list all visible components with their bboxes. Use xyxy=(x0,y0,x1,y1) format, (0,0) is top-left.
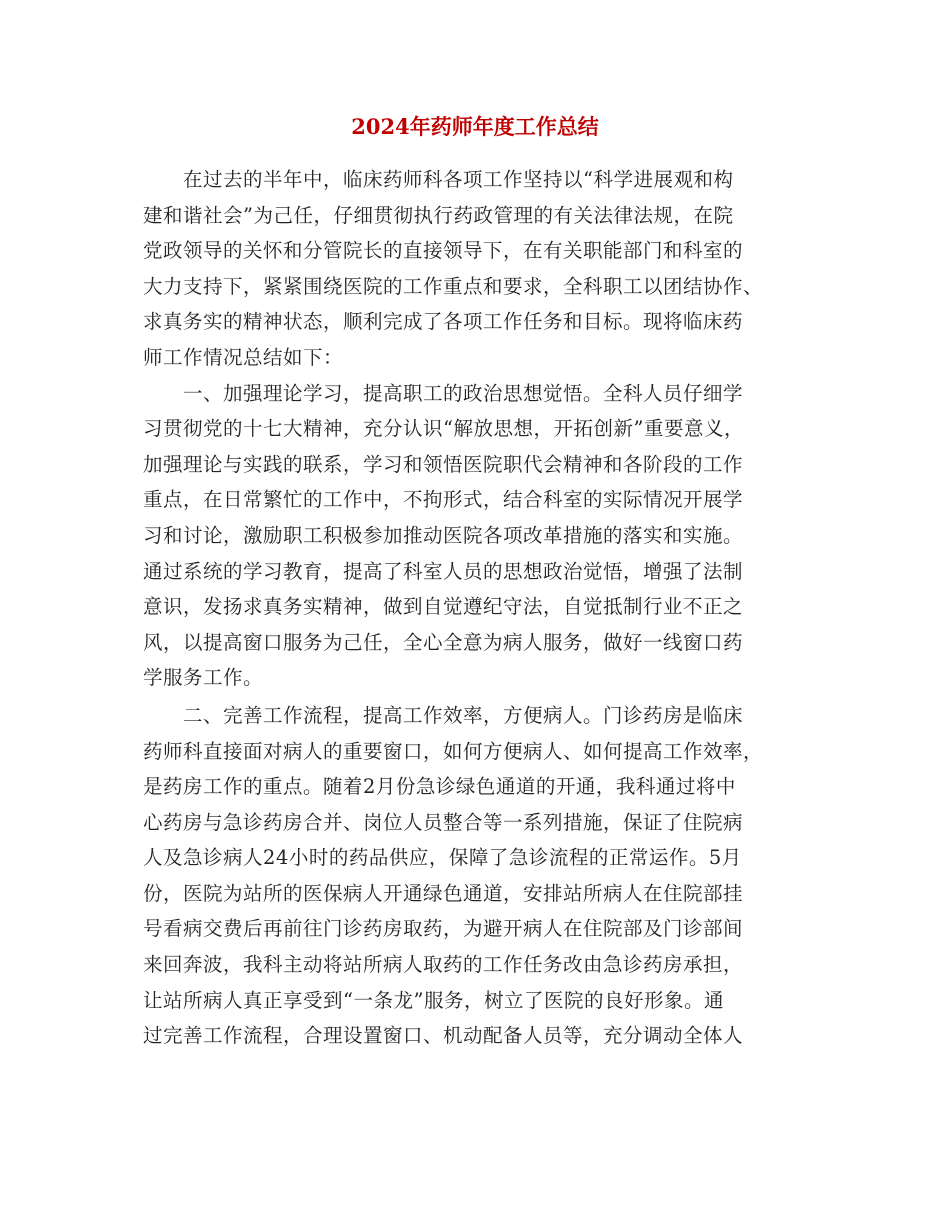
paragraph-section-1 xyxy=(143,376,803,696)
paragraph-intro xyxy=(143,162,803,376)
text-line: 习贯彻党的十七大精神，充分认识“解放思想，开拓创新”重要意义， xyxy=(143,417,744,441)
text-line: 一、加强理论学习，提高职工的政治思想觉悟。全科人员仔细学 xyxy=(183,381,744,405)
text-line: 号看病交费后再前往门诊药房取药，为避开病人在住院部及门诊部间 xyxy=(143,917,744,941)
text-line: 份，医院为站所的医保病人开通绿色通道，安排站所病人在住院部挂 xyxy=(143,881,744,905)
text-line: 在过去的半年中，临床药师科各项工作坚持以“科学进展观和构 xyxy=(183,168,734,191)
text-line: 师工作情况总结如下： xyxy=(143,345,344,369)
document-body xyxy=(143,162,803,1054)
text-line: 求真务实的精神状态，顺利完成了各项工作任务和目标。现将临床药 xyxy=(143,310,744,334)
text-line: 习和讨论，激励职工积极参加推动医院各项改革措施的落实和实施。 xyxy=(143,523,744,547)
document-title: 2024年药师年度工作总结 xyxy=(351,114,599,139)
text-line: 大力支持下，紧紧围绕医院的工作重点和要求，全科职工以团结协作、 xyxy=(143,274,764,298)
text-line: 让站所病人真正享受到“一条龙”服务，树立了医院的良好形象。通 xyxy=(143,988,724,1012)
text-line: 过完善工作流程，合理设置窗口、机动配备人员等，充分调动全体人 xyxy=(143,1024,744,1048)
paragraph-section-2 xyxy=(143,698,803,1054)
text-line: 人及急诊病人24小时的药品供应，保障了急诊流程的正常运作。5月 xyxy=(143,846,742,870)
text-line: 二、完善工作流程，提高工作效率，方便病人。门诊药房是临床 xyxy=(183,703,744,727)
text-line: 意识，发扬求真务实精神，做到自觉遵纪守法，自觉抵制行业不正之 xyxy=(143,595,744,619)
text-line: 来回奔波，我科主动将站所病人取药的工作任务改由急诊药房承担， xyxy=(143,953,744,977)
text-line: 是药房工作的重点。随着2月份急诊绿色通道的开通，我科通过将中 xyxy=(143,775,736,799)
text-line: 建和谐社会”为己任，仔细贯彻执行药政管理的有关法律法规，在院 xyxy=(143,203,734,227)
text-line: 党政领导的关怀和分管院长的直接领导下，在有关职能部门和科室的 xyxy=(143,239,744,263)
text-line: 学服务工作。 xyxy=(143,666,264,690)
text-line: 药师科直接面对病人的重要窗口，如何方便病人、如何提高工作效率， xyxy=(143,739,764,763)
text-line: 心药房与急诊药房合并、岗位人员整合等一系列措施，保证了住院病 xyxy=(143,810,744,834)
text-line: 风，以提高窗口服务为己任，全心全意为病人服务，做好一线窗口药 xyxy=(143,630,744,654)
text-line: 通过系统的学习教育，提高了科室人员的思想政治觉悟，增强了法制 xyxy=(143,559,744,583)
text-line: 加强理论与实践的联系，学习和领悟医院职代会精神和各阶段的工作 xyxy=(143,452,744,476)
text-line: 重点，在日常繁忙的工作中，不拘形式，结合科室的实际情况开展学 xyxy=(143,488,744,512)
